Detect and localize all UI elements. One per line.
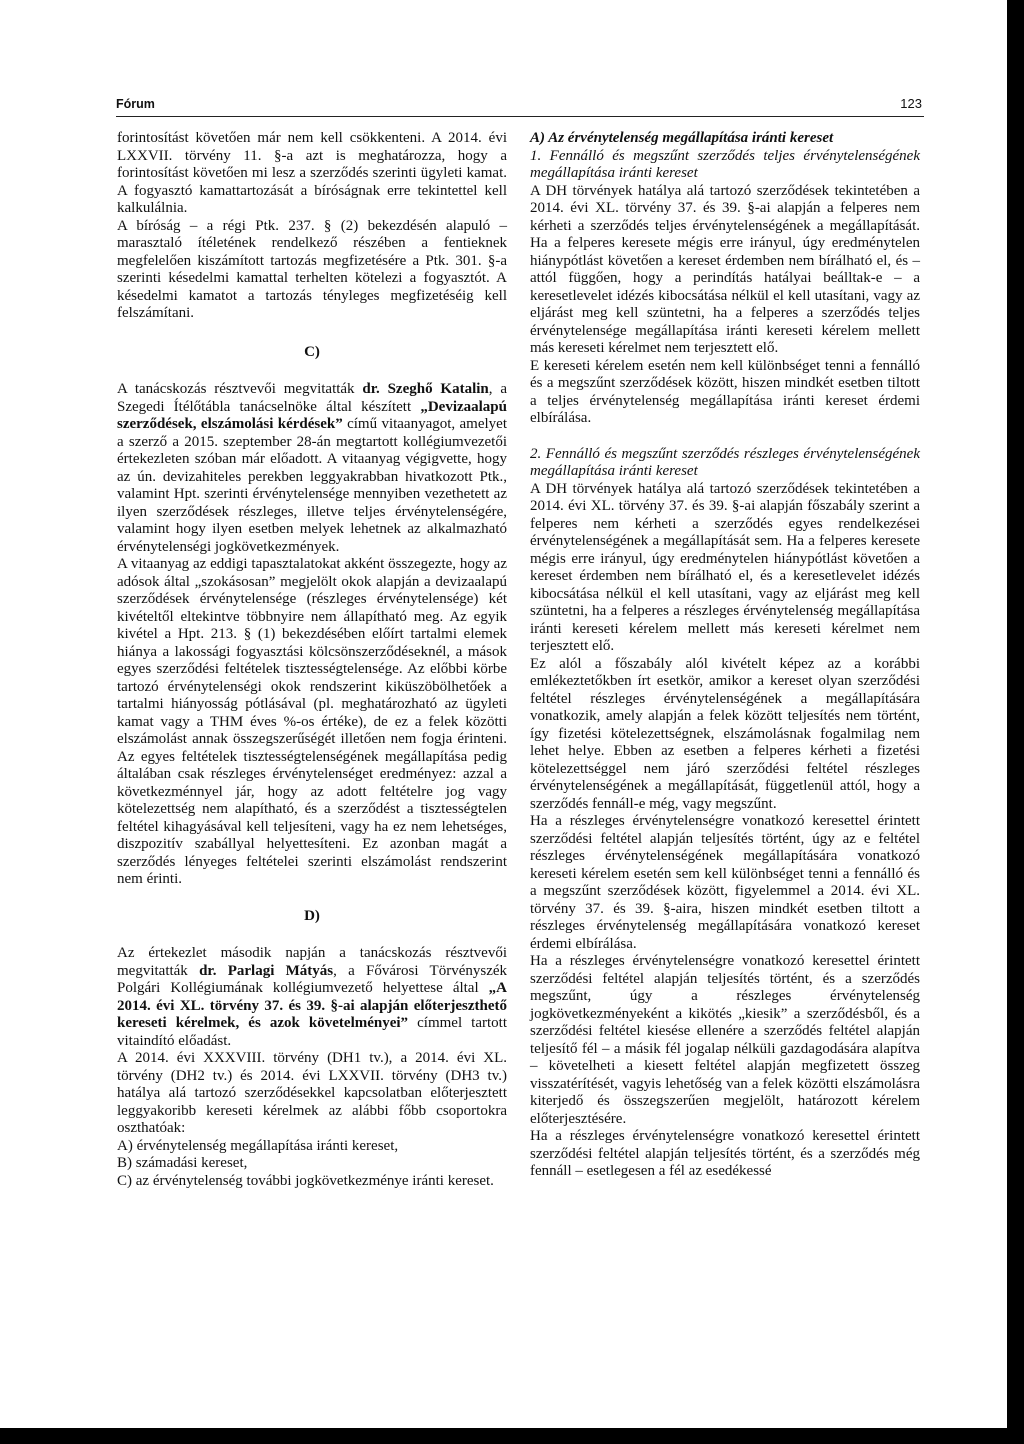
section-heading-d: D) bbox=[304, 907, 320, 924]
left-column bbox=[117, 130, 507, 1190]
list-item: A) érvénytelenség megállapítása iránti kereset, bbox=[117, 1137, 399, 1154]
paragraph: Ha a részleges érvénytelenségre vonatkozó keresettel érintett szerződési feltétel alapján teljesítés történt, és a szerződés még fennáll – esetlegesen a fél az esedékessé bbox=[530, 1128, 920, 1179]
text: címmel tartott vitaindító előadást. bbox=[117, 1015, 508, 1049]
subsection-subheading: 1. Fennálló és megszűnt szerződés teljes érvénytelenségének megállapítása iránti kereset bbox=[530, 147, 920, 181]
list-item: B) számadási kereset, bbox=[117, 1155, 248, 1171]
text: Az értekezlet második napján a tanácskozás résztvevői megvitatták bbox=[117, 945, 507, 979]
subsection-heading: A) Az érvénytelenség megállapítása iránti kereset bbox=[530, 130, 834, 146]
author-name: dr. Szeghő Katalin bbox=[362, 381, 489, 397]
text: A tanácskozás résztvevői megvitatták bbox=[117, 381, 363, 397]
paragraph: forintosítást követően már nem kell csökkenteni. A 2014. évi LXXVII. törvény 11. §-a azt is meghatározza, hogy a forintosítást követően mi lesz a szerződés szerinti ügyleti kamat. A fogyasztó kamattartozását a bíróságnak erre tekintettel kell kalkulálnia. bbox=[117, 130, 507, 216]
text: , a Szegedi Ítélőtábla tanácselnöke által készített bbox=[117, 381, 507, 415]
paragraph: A DH törvények hatálya alá tartozó szerződések tekintetében a 2014. évi XL. törvény 37. és 39. §-ai alapján főszabály szerint a felperes nem kérheti a szerződés egyes rendelkezései érvénytelenségének a megállapítását sem. Ha a felperes keresete mégis erre irányul, úgy eredménytelen hiánypótlást követően a kereset érdemben nem bírálható el, és a keresetlevelet idézés kibocsátása nélkül el kell utasítani, vagy az eljárást meg kell szüntetni, ha a felperes a részleges érvénytelenség megállapítása iránti kereseti kérelem mellett más kereseti kérelmet nem terjesztett elő. bbox=[530, 480, 920, 654]
paragraph: E kereseti kérelem esetén nem kell különbséget tenni a fennálló és a megszűnt szerződések között, hiszen mindkét esetben tiltott a teljes érvénytelenség megállapítása iránti kereset érdemi elbírálása. bbox=[530, 357, 920, 426]
paragraph: A DH törvények hatálya alá tartozó szerződések tekintetében a 2014. évi XL. törvény 37. és 39. §-ai alapján a felperes nem kérheti a szerződés teljes érvénytelenségének a megállapítását. Ha a felperes keresete mégis erre irányul, úgy eredménytelen hiánypótlást követően a kereset érdemben nem bírálható el, és – attól függően, hogy a perindítás hatályai beálltak-e – a keresetlevelet idézés kibocsátása nélkül el kell utasítani, vagy az eljárást meg kell szüntetni, ha a felperes a szerződés teljes érvénytelensége megállapítása iránti kereseti kérelem mellett más kereseti kérelmet nem terjesztett elő. bbox=[530, 182, 920, 356]
list-item: C) az érvénytelenség további jogkövetkezménye iránti kereset. bbox=[117, 1172, 494, 1189]
paragraph: A bíróság – a régi Ptk. 237. § (2) bekezdésén alapuló – marasztaló ítéletének rendelkező részében a fentieknek megfelelően kiszámított tartozás megfizetésére a Ptk. 301. §-a szerinti késedelmi kamattal terhelten kötelezi a fogyasztót. A késedelmi kamatot a tartozás tényleges megfizetéséig kell felszámítani. bbox=[117, 217, 507, 321]
spacer bbox=[530, 428, 920, 446]
document-title: „Devizaalapú szerződések, elszámolási kérdések” bbox=[117, 398, 507, 432]
claim-type-list bbox=[117, 1138, 507, 1191]
right-column bbox=[530, 130, 920, 1181]
paragraph: Ez alól a főszabály alól kivételt képez az a korábbi emlékeztetőkben írt esetkör, amikor a kereset olyan szerződési feltétel részleges érvénytelenségének a megállapítására vonatkozik, amely alapján a felek között teljesítés nem történt, így fizetési kötelezettségnek, elszámolásnak fogalmilag nem lehet helye. Ebben az esetben a felperes kérheti a fizetési kötelezettséggel nem járó szerződési feltétel részleges érvénytelenségének a megállapítását, függetlenül attól, hogy a szerződés fennáll-e még, vagy megszűnt. bbox=[530, 655, 920, 812]
paragraph: Ha a részleges érvénytelenségre vonatkozó keresettel érintett szerződési feltétel alapján teljesítés történt, és a szerződés megszűnt, úgy a részleges érvénytelenség jogkövetkezményeként a kikötés „kiesik” a szerződésből, és a szerződési feltétel kiesése ellenére a szerződés feltétel alapján teljesítő fél – a másik fél jogalap nélküli gazdagodására alapítva – követelheti a kiesett feltétel alapján megfizetett összeg visszatérítését, vagyis lehetőség van a felek közötti elszámolásra kiterjedő és összegszerűen megjelölt, határozott kérelem előterjesztésére. bbox=[530, 953, 920, 1127]
running-header bbox=[116, 96, 924, 117]
paragraph bbox=[117, 945, 507, 1050]
paragraph: A vitaanyag az eddigi tapasztalatokat akként összegezte, hogy az adósok által „szokásosan” megjelölt okok alapján a devizaalapú szerződések érvénytelensége (részleges érvénytelensége) két kivételtől eltekintve többnyire nem állapítható meg. Az egyik kivétel a Hpt. 213. § (1) bekezdésében előírt tartalmi elemek hiánya a lakossági fogyasztási kölcsönszerződéseknél, a mások egyes szerződési feltételek tisztességtelensége. Az előbbi körbe tartozó érvénytelenségi okok rendszerint kiküszöbölhetőek a tartalmi hiányosság pótlásával (pl. meghatározható az ügyleti kamat vagy a THM éves %-os értéke), de ez a felek közötti elszámolást annak összegszerűségét illetően nem fogja érinteni. Az egyes feltételek tisztességtelenségének megállapítása pedig általában csak részleges érvénytelenséget eredményez: azzal a következménnyel jár, hogy az adott feltételre jog vagy kötelezettség nem alapítható, és a szerződést a tisztességtelen feltétel kihagyásával kell teljesíteni, vagy ha ez nem lehetséges, diszpozitív szabállyal helyettesíteni. Ez azonban magát a szerződés lényeges feltételei szerinti elszámolást rendszerint nem érinti. bbox=[117, 556, 507, 887]
paragraph: A 2014. évi XXXVIII. törvény (DH1 tv.), a 2014. évi XL. törvény (DH2 tv.) és 2014. évi LXXVII. törvény (DH3 tv.) hatálya alá tartozó szerződésekkel kapcsolatban előterjesztett leggyakoribb kereseti kérelmek az alábbi főbb csoportokra oszthatóak: bbox=[117, 1050, 507, 1136]
lecture-title: „A 2014. évi XL. törvény 37. és 39. §-ai alapján előterjeszthető kereseti kérelmek, és azok követelményei” bbox=[117, 980, 507, 1031]
section-heading-c: C) bbox=[304, 343, 320, 360]
paragraph bbox=[117, 381, 507, 556]
text: , a Fővárosi Törvényszék Polgári Kollégiumának kollégiumvezető helyettese által bbox=[117, 962, 508, 996]
journal-name: Fórum bbox=[116, 97, 155, 111]
page-number: 123 bbox=[900, 96, 922, 111]
subsection-subheading: 2. Fennálló és megszűnt szerződés részleges érvénytelenségének megállapítása iránti kereset bbox=[530, 445, 920, 479]
speaker-name: dr. Parlagi Mátyás bbox=[199, 962, 334, 979]
paragraph: Ha a részleges érvénytelenségre vonatkozó keresettel érintett szerződési feltétel alapján teljesítés történt, úgy az e feltétel részleges érvénytelenségének megállapítására vonatkozó kereseti kérelem esetén sem kell különbséget tenni a fennálló és a megszűnt szerződések között, figyelemmel a 2014. évi XL. törvény 37. és 39. §-aira, hiszen mindkét esetben tiltott a részleges érvénytelenség megállapítására vonatkozó kereset érdemi elbírálása. bbox=[530, 813, 920, 952]
text: című vitaanyagot, amelyet a szerző a 2015. szeptember 28-án megtartott kollégiumvezetői értekezleten szóban már előadott. A vitaanyag végigvette, hogy az ún. devizahiteles perekben leggyakrabban hivatkozott Ptk., valamint Hpt. szerinti érvénytelensége mennyiben vezethetett az ilyen szerződések részleges, illetve teljes érvénytelenségére, valamint hogy ilyen esetben melyek lehetnek az alkalmazható érvénytelenségi jogkövetkezmények. bbox=[117, 416, 507, 555]
